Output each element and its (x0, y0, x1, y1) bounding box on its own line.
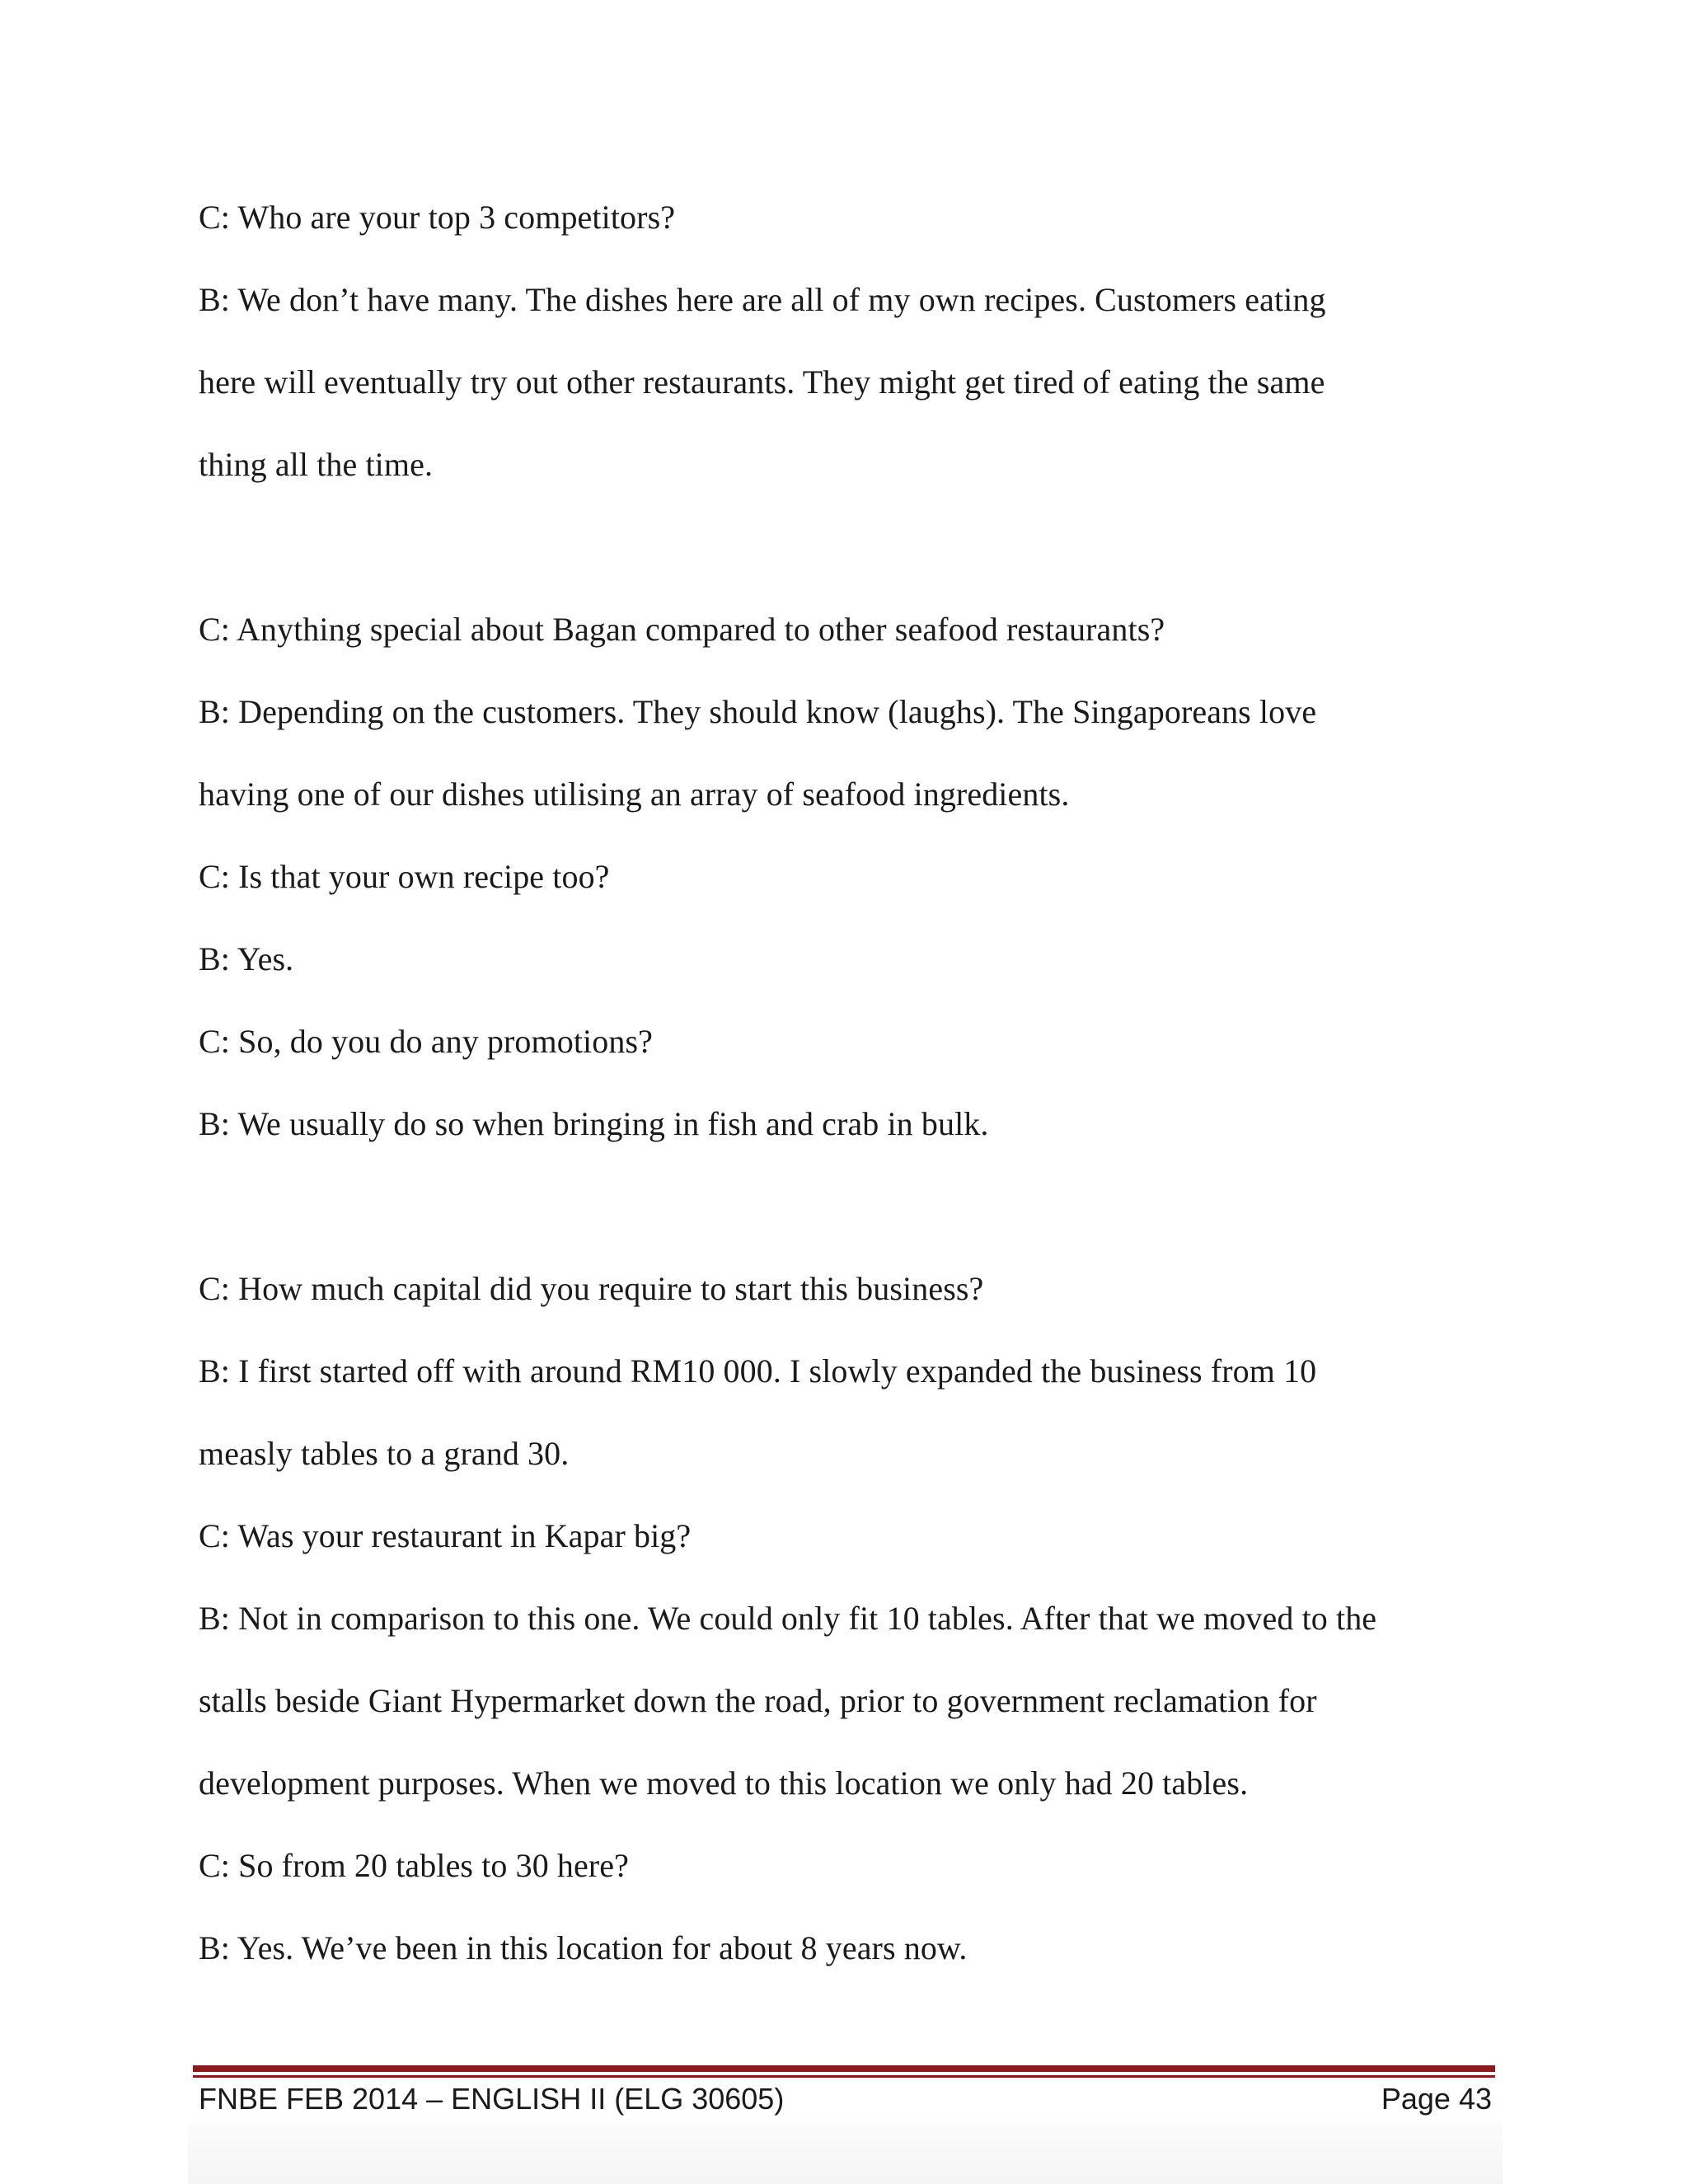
footer-divider-thin (193, 2075, 1495, 2078)
dialogue-line: C: How much capital did you require to start this business? (199, 1270, 984, 1307)
dialogue-line: C: Anything special about Bagan compared to other seafood restaurants? (199, 611, 1165, 648)
dialogue-line: B: Not in comparison to this one. We could only fit 10 tables. After that we moved to the (199, 1600, 1377, 1637)
dialogue-line: here will eventually try out other restaurants. They might get tired of eating the same (199, 363, 1325, 401)
page-bottom-shade (188, 2122, 1503, 2184)
dialogue-line: B: Yes. We’ve been in this location for about 8 years now. (199, 1929, 968, 1966)
dialogue-line: development purposes. When we moved to this location we only had 20 tables. (199, 1765, 1249, 1802)
dialogue-line: B: Depending on the customers. They should know (laughs). The Singaporeans love (199, 693, 1317, 730)
dialogue-line: stalls beside Giant Hypermarket down the road, prior to government reclamation for (199, 1682, 1317, 1719)
footer-course-title: FNBE FEB 2014 – ENGLISH II (ELG 30605) (199, 2082, 785, 2116)
dialogue-line: C: So from 20 tables to 30 here? (199, 1847, 629, 1884)
footer-divider-thick (193, 2065, 1495, 2072)
dialogue-line: B: We usually do so when bringing in fish and crab in bulk. (199, 1105, 989, 1142)
dialogue-line: measly tables to a grand 30. (199, 1435, 570, 1472)
dialogue-line: B: Yes. (199, 940, 294, 977)
dialogue-line: C: Who are your top 3 competitors? (199, 199, 676, 236)
dialogue-line: B: We don’t have many. The dishes here are all of my own recipes. Customers eating (199, 281, 1326, 318)
dialogue-line: C: Is that your own recipe too? (199, 858, 610, 895)
dialogue-line: B: I first started off with around RM10 000. I slowly expanded the business from 10 (199, 1352, 1317, 1390)
dialogue-line: having one of our dishes utilising an array of seafood ingredients. (199, 776, 1070, 813)
dialogue-line: thing all the time. (199, 446, 434, 483)
dialogue-line: C: Was your restaurant in Kapar big? (199, 1517, 692, 1554)
page-number: Page 43 (1381, 2082, 1492, 2116)
dialogue-line: C: So, do you do any promotions? (199, 1023, 653, 1060)
